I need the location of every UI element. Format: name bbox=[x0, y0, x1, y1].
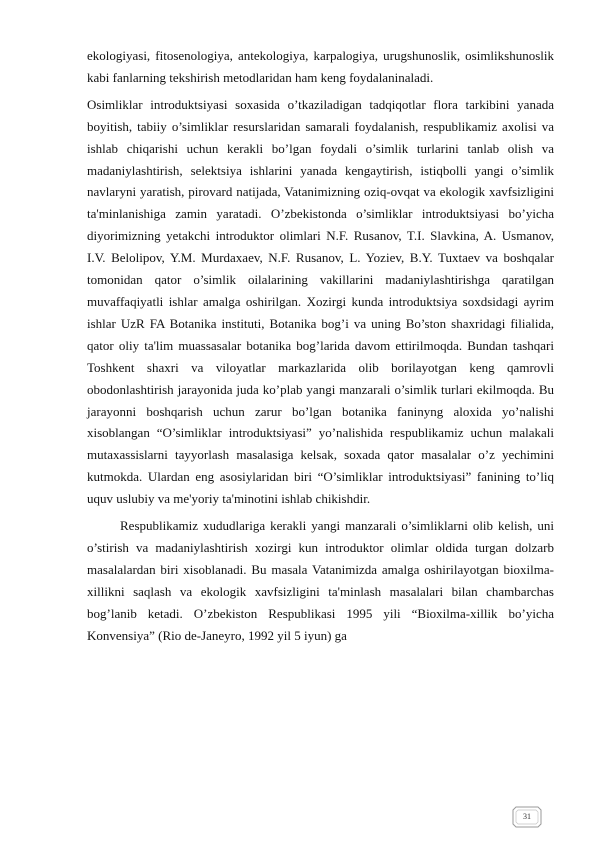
document-page bbox=[87, 45, 554, 646]
page-number: 31 bbox=[523, 812, 531, 821]
paragraph-3: Respublikamiz xududlariga kerakli yangi manzarali o’simliklarni olib kelish, uni o’stirish va madaniylashtirish xozirgi kun introduktor olimlar oldida turgan dolzarb masalalardan biri xisoblanadi. Bu masala Vatanimizda amalga oshirilayotgan bioxilma-xillikni saqlash va ekologik xavfsizligini ta'minlash masalalari bilan chambarchas bog’lanib ketadi. O’zbekiston Respublikasi 1995 yili “Bioxilma-xillik bo’yicha Konvensiya” (Rio de-Janeyro, 1992 yil 5 iyun) ga bbox=[87, 518, 554, 643]
page-number-badge bbox=[512, 806, 542, 828]
paragraph-1: ekologiyasi, fitosenologiya, antekologiya, karpalogiya, urugshunoslik, osimlikshunoslik kabi fanlarning tekshirish metodlaridan ham keng foydalaninaladi. bbox=[87, 48, 554, 85]
paragraph-2: Osimliklar introduktsiyasi soxasida o’tkaziladigan tadqiqotlar flora tarkibini yanada boyitish, tabiiy o’simliklar resurslaridan samarali foydalanish, respublikamiz axolisi va ishlab chiqarishi uchun kerakli bo’lgan foydali o’simlik turlarini tanlab olish va madaniylashtirish, selektsiya ishlarini yanada kengaytirish, istiqbolli yangi o’simlik navlaryni yaratish, pirovard natijada, Vatanimizning oziq-ovqat va ekologik xavfsizligini ta'minlanishiga zamin yaratadi. O’zbekistonda o’simliklar introduktsiyasi bo’yicha diyorimizning yetakchi introduktor olimlari N.F. Rusanov, T.I. Slavkina, A. Usmanov, I.V. Belolipov, Y.M. Murdaxaev, N.F. Rusanov, L. Yoziev, B.Y. Tuxtaev va boshqalar tomonidan qator o’simlik oilalarining vakillarini madaniylashtirishga qaratilgan muvaffaqiyatli ishlar amalga oshirilgan. Xozirgi kunda introduktsiya soxdsidagi ayrim ishlar UzR FA Botanika instituti, Botanika bog’i va uning Bo’ston shaxridagi filialida, qator oliy ta'lim muassasalar botanika bog’larida davom ettirilmoqda. Bundan tashqari Toshkent shaxri va viloyatlar markazlarida olib borilayotgan keng qamrovli obodonlashtirish jarayonida juda ko’plab yangi manzarali o’simlik turlari ekilmoqda. Bu jarayonni boshqarish uchun zarur bo’lgan botanika faninyng aloxida yo’nalishi xisoblangan “O’simliklar introduktsiyasi” yo’nalishida respublikamiz uchun malakali mutaxassislarni tayyorlash masalasiga kelsak, soxada qator masalalar o’z yechimini kutmokda. Ulardan eng asosiylaridan biri “O’simliklar introduktsiyasi” fanining to’liq uquv uslubiy va me'yoriy ta'minotini ishlab chikishdir. bbox=[87, 96, 554, 507]
